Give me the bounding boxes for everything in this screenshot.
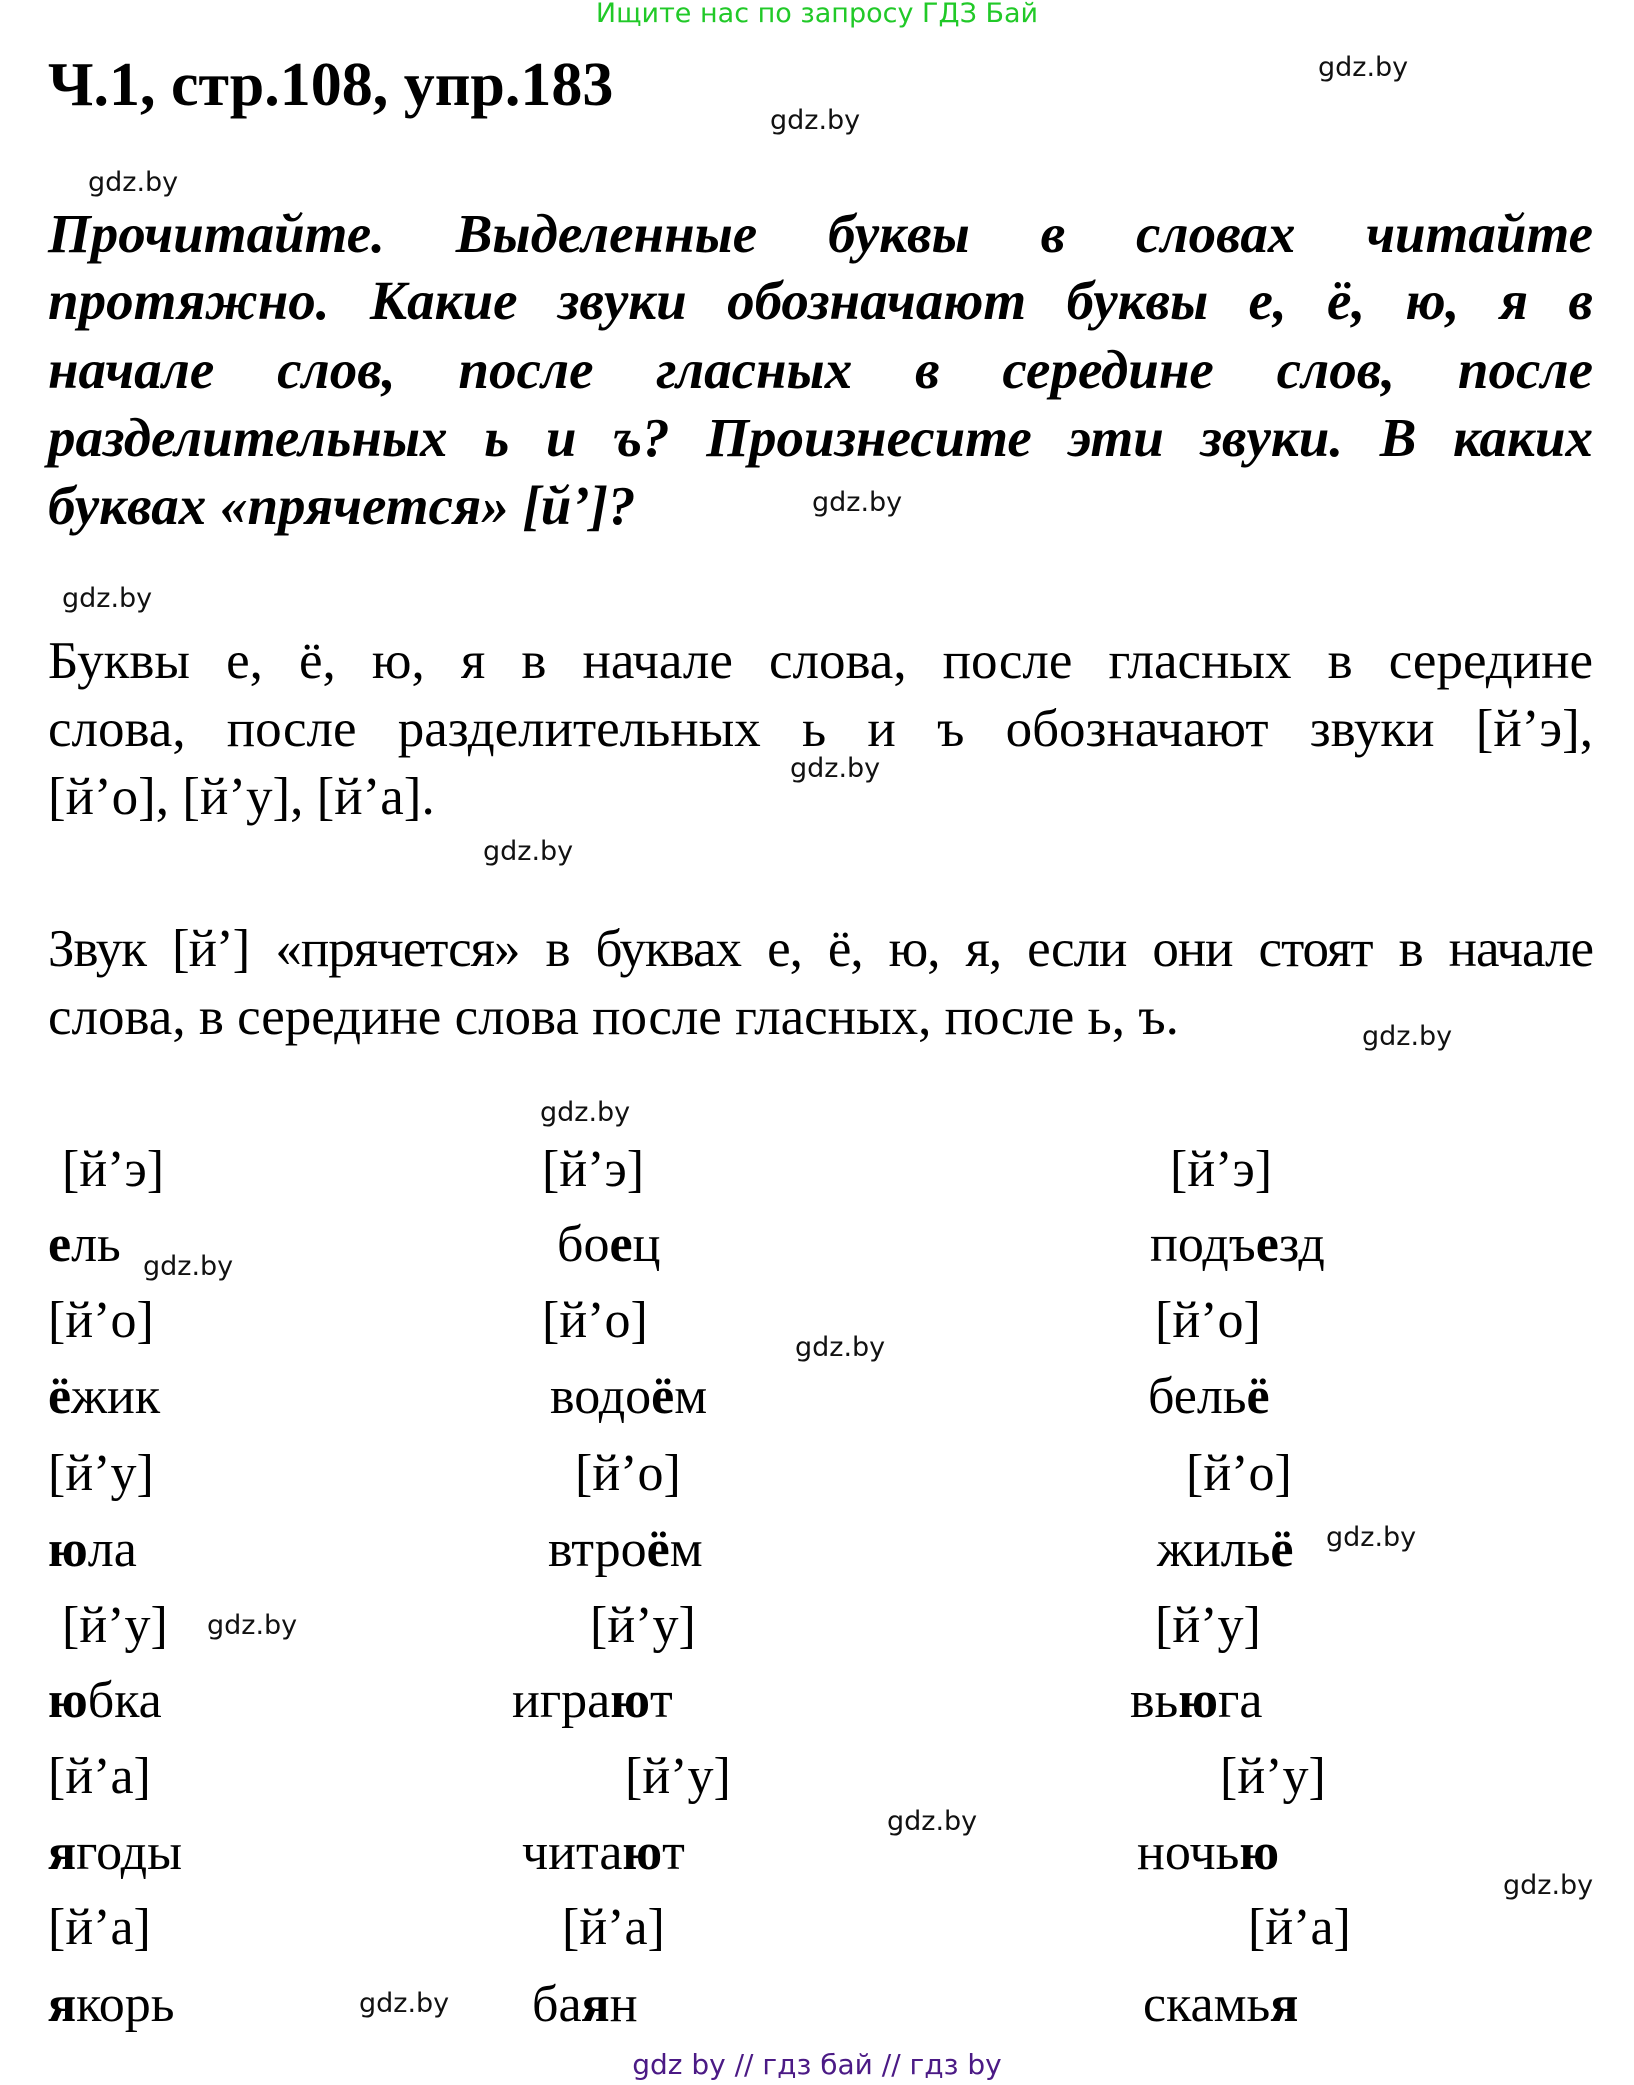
answer-line: слова, в середине слова после гласных, после ь, ъ. (48, 988, 1179, 1046)
highlighted-letter: ю (1178, 1672, 1219, 1729)
highlighted-letter: ё (1270, 1521, 1294, 1578)
highlighted-letter: ё (651, 1368, 675, 1425)
sound-transcription: [й’у] (48, 1445, 154, 1502)
highlighted-letter: ё (1246, 1368, 1270, 1425)
sound-transcription: [й’у] (1220, 1748, 1326, 1805)
example-word (532, 1975, 638, 2035)
highlighted-letter: ю (610, 1672, 650, 1729)
watermark: gdz.by (62, 583, 153, 614)
example-word (522, 1823, 685, 1883)
answer-line: Буквы е, ё, ю, я в начале слова, после гласных в середине (48, 632, 1593, 690)
watermark: gdz.by (812, 487, 903, 518)
footer-links: gdz by // гдз бай // гдз by (632, 2048, 1002, 2081)
example-word (1157, 1520, 1294, 1580)
sound-transcription: [й’а] (48, 1748, 151, 1805)
example-word (1143, 1975, 1298, 2035)
sound-transcription: [й’э] (62, 1141, 165, 1198)
sound-transcription: [й’а] (48, 1899, 151, 1956)
watermark: gdz.by (143, 1251, 234, 1282)
instruction-line: разделительных ь и ъ? Произнесите эти звуки. В каких (48, 407, 1593, 468)
highlighted-letter: ю (622, 1824, 663, 1881)
word-part: бо (557, 1216, 610, 1273)
sound-transcription: [й’о] (575, 1445, 681, 1502)
highlighted-letter: я (48, 1824, 77, 1881)
word-part: втро (548, 1521, 647, 1578)
highlighted-letter: ю (1239, 1824, 1280, 1881)
example-word (557, 1215, 660, 1275)
example-word (48, 1975, 174, 2035)
watermark: gdz.by (1326, 1522, 1417, 1553)
highlighted-letter: е (1255, 1216, 1279, 1273)
watermark: gdz.by (887, 1806, 978, 1837)
sound-transcription: [й’у] (625, 1748, 731, 1805)
instruction-line: буквах «прячется» [й’]? (48, 475, 636, 536)
watermark: gdz.by (483, 836, 574, 867)
sound-transcription: [й’о] (1186, 1445, 1292, 1502)
watermark: gdz.by (88, 167, 179, 198)
word-part: чита (522, 1824, 623, 1881)
word-part: ба (532, 1976, 582, 2033)
watermark: gdz.by (1318, 52, 1409, 83)
watermark: gdz.by (1362, 1021, 1453, 1052)
word-part: м (674, 1368, 708, 1425)
word-part: т (662, 1824, 685, 1881)
word-part: ц (632, 1216, 661, 1273)
example-word (548, 1520, 703, 1580)
watermark: gdz.by (207, 1610, 298, 1641)
highlighted-letter: е (609, 1216, 633, 1273)
word-part: зд (1278, 1216, 1325, 1273)
search-banner: Ищите нас по запросу ГДЗ Бай (595, 0, 1039, 29)
sound-transcription: [й’а] (562, 1899, 665, 1956)
sound-transcription: [й’э] (542, 1141, 645, 1198)
highlighted-letter: е (48, 1216, 72, 1273)
sound-transcription: [й’о] (48, 1292, 154, 1349)
word-part: ночь (1137, 1824, 1240, 1881)
sound-transcription: [й’а] (1248, 1899, 1351, 1956)
word-part: жик (71, 1368, 161, 1425)
highlighted-letter: ё (646, 1521, 670, 1578)
sound-transcription: [й’о] (1155, 1292, 1261, 1349)
word-part: корь (76, 1976, 175, 2033)
instruction-line: начале слов, после гласных в середине слов, после (48, 339, 1593, 400)
sound-transcription: [й’э] (1170, 1141, 1273, 1198)
word-part: га (1218, 1672, 1263, 1729)
word-part: годы (76, 1824, 183, 1881)
watermark: gdz.by (795, 1332, 886, 1363)
word-part: бка (87, 1672, 162, 1729)
word-part: скамь (1143, 1976, 1271, 2033)
word-part: вь (1130, 1672, 1179, 1729)
word-part: ль (71, 1216, 121, 1273)
word-part: жиль (1157, 1521, 1271, 1578)
highlighted-letter: я (581, 1976, 610, 2033)
sound-transcription: [й’у] (590, 1597, 696, 1654)
instruction-line: Прочитайте. Выделенные буквы в словах читайте (48, 203, 1593, 264)
example-word (550, 1367, 707, 1427)
example-word (48, 1215, 121, 1275)
highlighted-letter: ё (48, 1368, 72, 1425)
word-part: ла (87, 1521, 137, 1578)
example-word (512, 1671, 673, 1731)
answer-line: слова, после разделительных ь и ъ обозначают звуки [й’э], (48, 700, 1593, 758)
example-word (48, 1520, 137, 1580)
watermark: gdz.by (790, 753, 881, 784)
sound-transcription: [й’о] (542, 1292, 648, 1349)
word-part: подъ (1150, 1216, 1256, 1273)
example-word (48, 1823, 182, 1883)
instruction-line: протяжно. Какие звуки обозначают буквы е, ё, ю, я в (48, 270, 1593, 331)
example-word (1148, 1367, 1270, 1427)
example-word (48, 1671, 162, 1731)
answer-line: [й’о], [й’у], [й’а]. (48, 768, 435, 826)
answer-line: Звук [й’] «прячется» в буквах е, ё, ю, я, если они стоят в начале (48, 920, 1593, 978)
example-word (1150, 1215, 1325, 1275)
word-part: бель (1148, 1368, 1247, 1425)
example-word (1137, 1823, 1279, 1883)
sound-transcription: [й’у] (1155, 1597, 1261, 1654)
example-word (1130, 1671, 1262, 1731)
watermark: gdz.by (1503, 1870, 1594, 1901)
highlighted-letter: ю (48, 1521, 88, 1578)
highlighted-letter: ю (48, 1672, 88, 1729)
watermark: gdz.by (770, 105, 861, 136)
page-title: Ч.1, стр.108, упр.183 (48, 51, 614, 119)
word-part: м (669, 1521, 703, 1578)
word-part: н (609, 1976, 638, 2033)
highlighted-letter: я (1270, 1976, 1299, 2033)
highlighted-letter: я (48, 1976, 77, 2033)
example-word (48, 1367, 160, 1427)
watermark: gdz.by (540, 1097, 631, 1128)
sound-transcription: [й’у] (62, 1597, 168, 1654)
word-part: т (650, 1672, 673, 1729)
word-part: игра (512, 1672, 611, 1729)
word-part: водо (550, 1368, 652, 1425)
watermark: gdz.by (359, 1988, 450, 2019)
